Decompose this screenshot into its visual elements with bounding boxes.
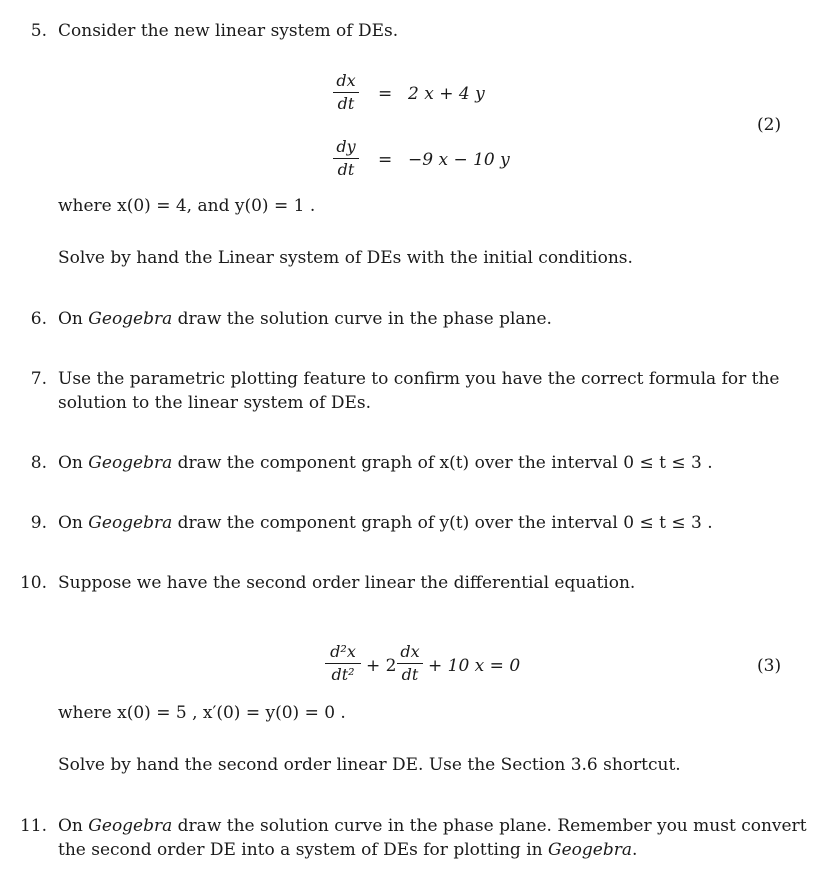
problem-7-line2: solution to the linear system of DEs.: [58, 393, 372, 413]
eq3-frac2-numerator: dx: [400, 642, 420, 661]
problem-7-line1: Use the parametric plotting feature to confirm you have the correct formula for the: [58, 369, 780, 389]
eq2-line2-rhs: −9 x − 10 y: [408, 150, 510, 170]
problem-8-prefix: On: [58, 453, 89, 473]
problem-9-text: [58, 514, 713, 534]
eq2-line1-rhs: 2 x + 4 y: [408, 84, 485, 104]
eq3-frac1-numerator: d²x: [330, 642, 356, 661]
software-name: Geogebra: [88, 453, 173, 473]
problem-9-prefix: On: [58, 513, 89, 533]
problem-7-number: 7.: [30, 369, 47, 389]
eq2-line2-numerator: dy: [336, 137, 356, 156]
eq3-tail: + 10 x = 0: [428, 656, 521, 676]
fraction-bar: [397, 663, 423, 664]
fraction-bar: [325, 663, 361, 664]
eq3-plus-2: + 2: [366, 656, 397, 676]
problem-11-prefix: On: [58, 816, 89, 836]
eq3-frac2-denominator: dt: [401, 664, 419, 684]
problem-5-instruction: Solve by hand the Linear system of DEs with the initial conditions.: [58, 248, 633, 268]
software-name: Geogebra: [88, 816, 173, 836]
problem-10-instruction: Solve by hand the second order linear DE. Use the Section 3.6 shortcut.: [58, 755, 681, 775]
problem-8-number: 8.: [30, 453, 47, 473]
problem-10-number: 10.: [19, 573, 47, 593]
eq3-first-derivative-fraction: [397, 643, 423, 683]
problem-11-suffix: draw the solution curve in the phase plane. Remember you must convert: [172, 816, 807, 836]
problem-5-text: Consider the new linear system of DEs.: [58, 21, 399, 41]
eq2-line1-denominator: dt: [337, 93, 355, 113]
eq2-line2-denominator: dt: [337, 159, 355, 179]
software-name: Geogebra: [548, 840, 632, 860]
eq2-line2-relation: =: [378, 150, 393, 170]
problem-11-line2: [58, 841, 637, 861]
problem-11-line1: [58, 817, 807, 837]
problem-6-number: 6.: [30, 309, 47, 329]
equation-tag-2: (2): [757, 115, 782, 135]
eq3-frac1-denominator: dt²: [331, 664, 355, 684]
problem-9-number: 9.: [30, 513, 47, 533]
problem-11-line2-prefix: the second order DE into a system of DEs for plotting in: [58, 840, 548, 860]
fraction-bar: [333, 158, 359, 159]
eq2-line1-numerator: dx: [336, 71, 356, 90]
problem-6-text: [58, 310, 552, 330]
problem-9-suffix: draw the component graph of y(t) over the interval 0 ≤ t ≤ 3 .: [172, 513, 713, 533]
equation-tag-3: (3): [757, 656, 782, 676]
problem-6-prefix: On: [58, 309, 89, 329]
eq2-line1-lhs-fraction: [333, 72, 359, 112]
problem-10-text: Suppose we have the second order linear the differential equation.: [58, 573, 636, 593]
problem-11-line2-suffix: .: [631, 840, 638, 860]
software-name: Geogebra: [88, 513, 173, 533]
problem-8-text: [58, 454, 713, 474]
problem-6-suffix: draw the solution curve in the phase plane.: [172, 309, 552, 329]
software-name: Geogebra: [88, 309, 173, 329]
fraction-bar: [333, 92, 359, 93]
problem-5-number: 5.: [30, 21, 47, 41]
eq2-line1-relation: =: [378, 84, 393, 104]
problem-11-number: 11.: [19, 816, 47, 836]
eq2-line2-lhs-fraction: [333, 138, 359, 178]
problem-5-conditions: where x(0) = 4, and y(0) = 1 .: [58, 196, 316, 216]
problem-8-suffix: draw the component graph of x(t) over the interval 0 ≤ t ≤ 3 .: [172, 453, 713, 473]
eq3-second-derivative-fraction: [325, 643, 361, 683]
problem-10-conditions: where x(0) = 5 , x′(0) = y(0) = 0 .: [58, 703, 346, 723]
